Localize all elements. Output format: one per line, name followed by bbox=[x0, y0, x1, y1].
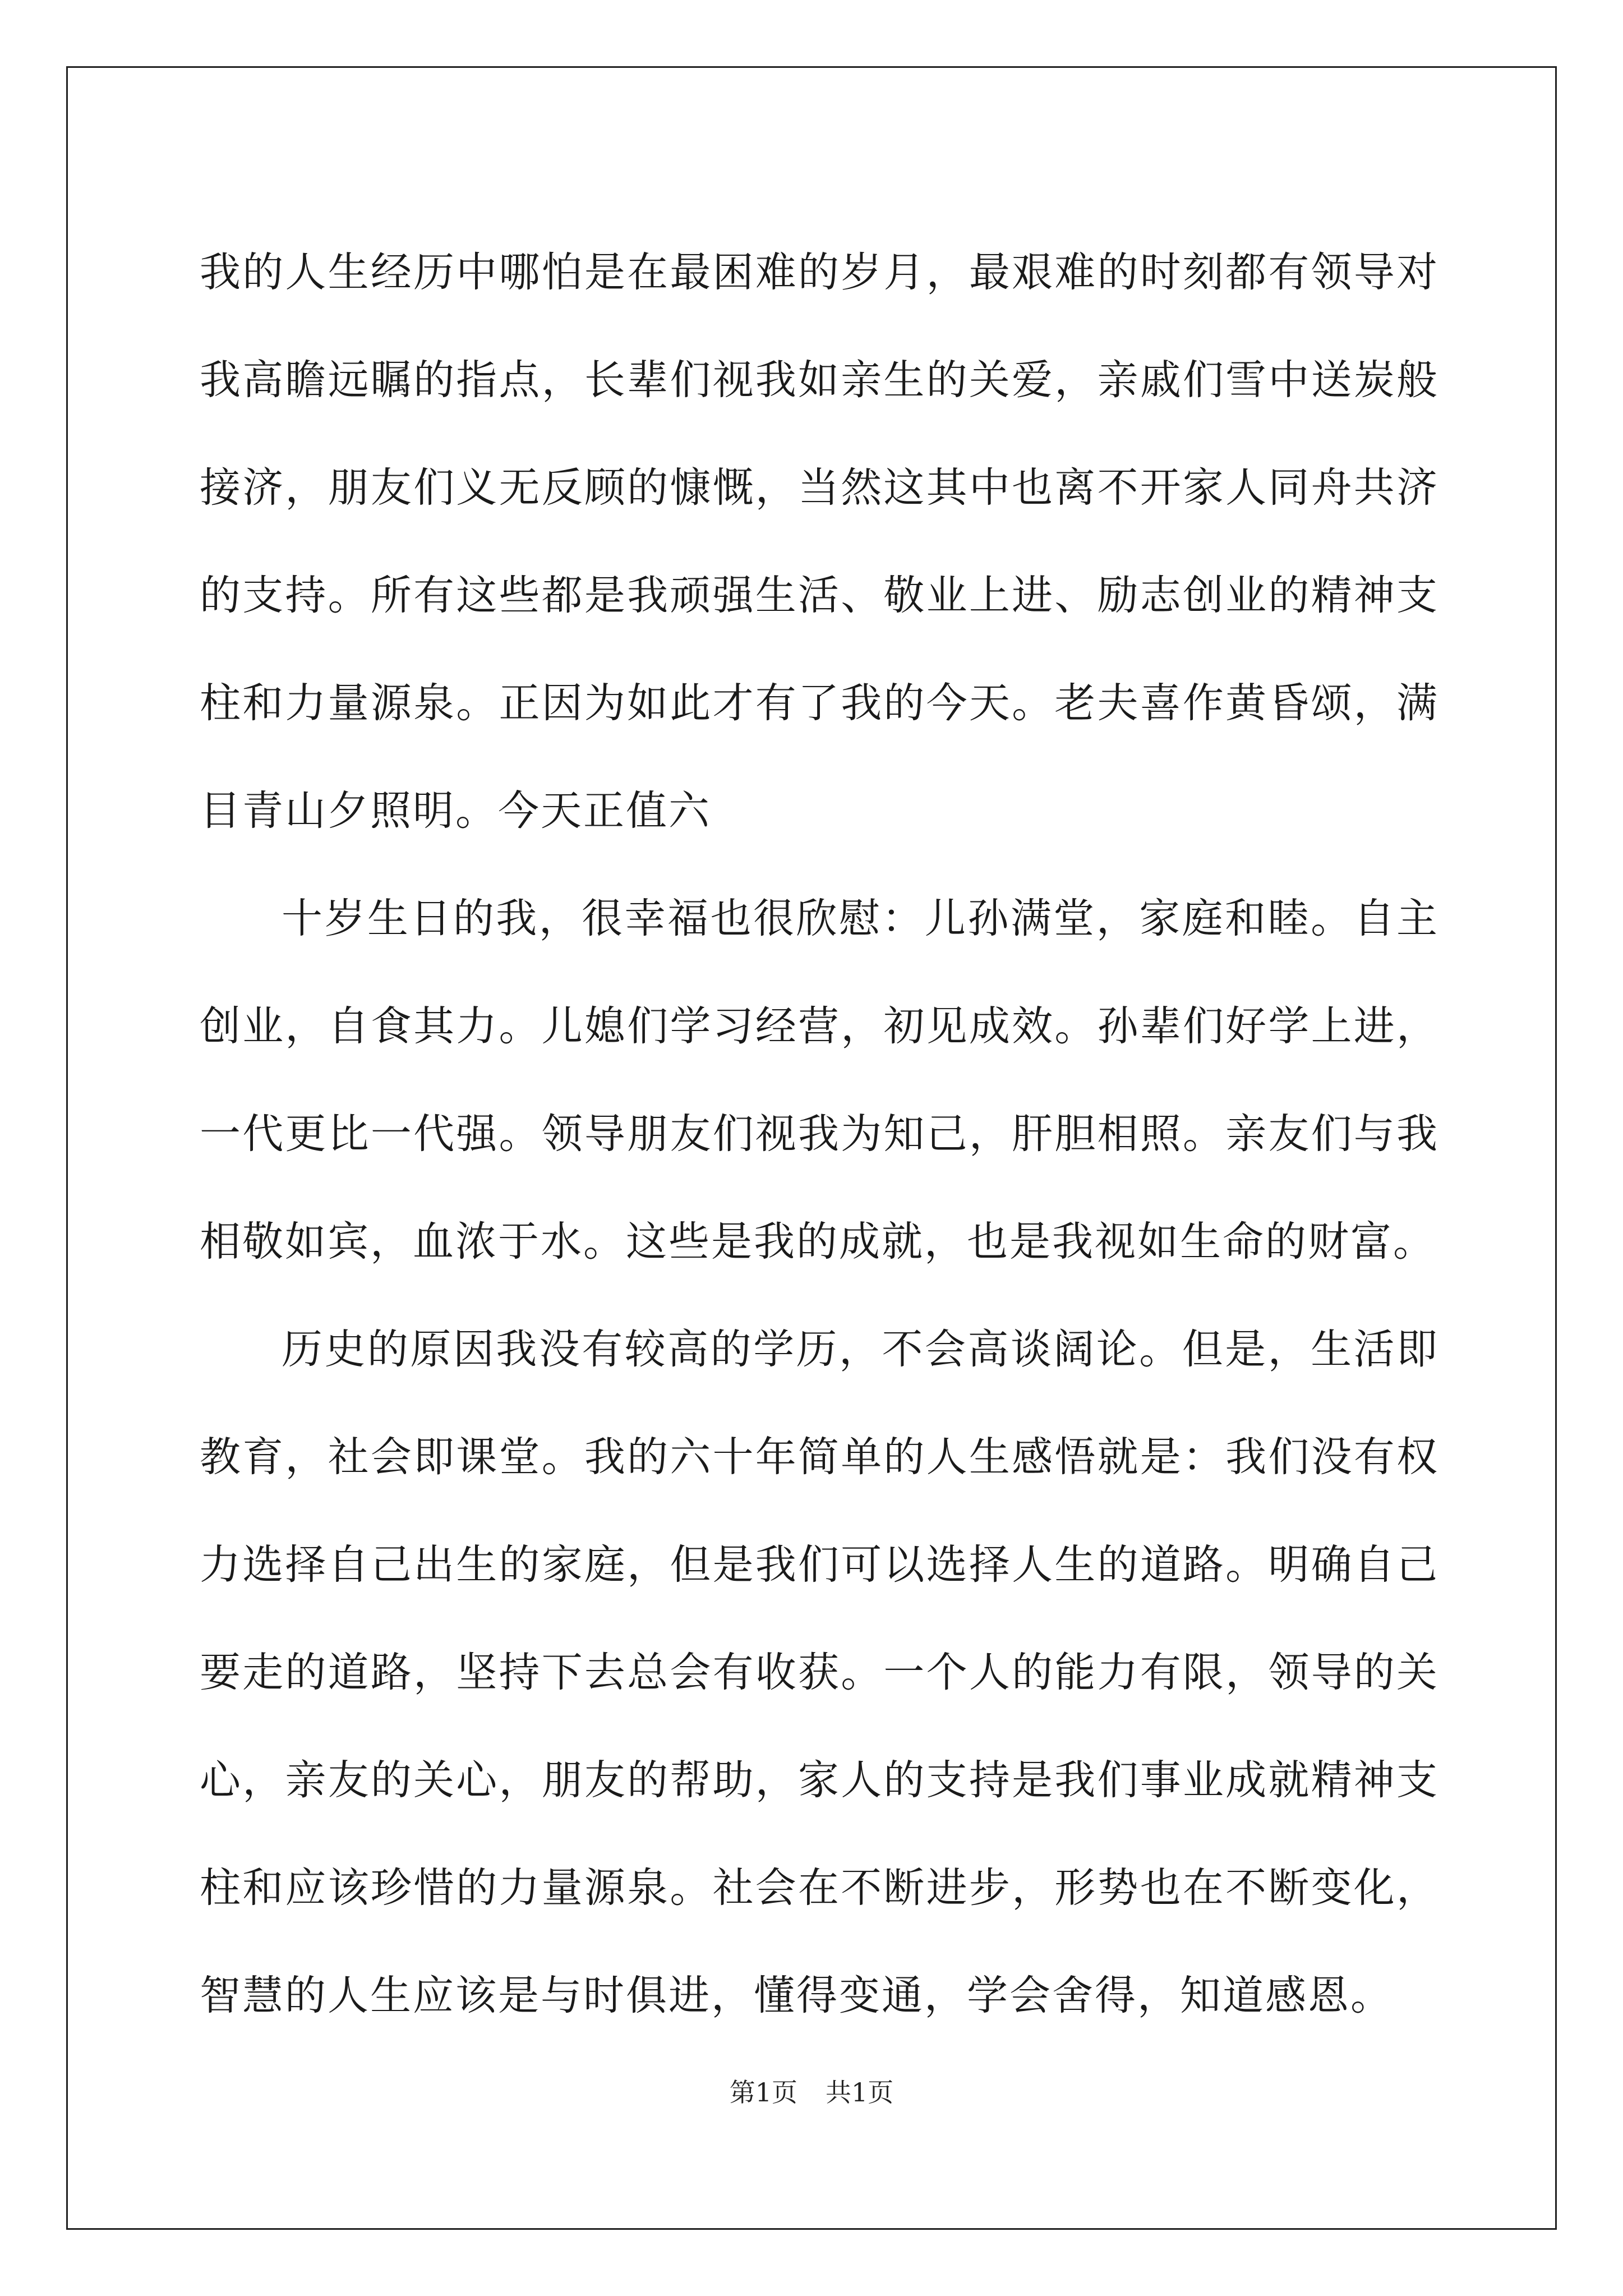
page-number: 第1页 bbox=[729, 2077, 797, 2108]
paragraph-1: 我的人生经历中哪怕是在最困难的岁月，最艰难的时刻都有领导对我高瞻远瞩的指点，长辈们视我如亲生的关爱，亲戚们雪中送炭般接济，朋友们义无反顾的慷慨，当然这其中也离不开家人同舟共济的支持。所有这些都是我顽强生活、敬业上进、励志创业的精神支柱和力量源泉。正因为如此才有了我的今天。老夫喜作黄昏颂，满目青山夕照明。今天正值六 bbox=[200, 249, 1439, 835]
page-footer bbox=[0, 2076, 1623, 2109]
page-total: 共1页 bbox=[826, 2077, 894, 2108]
document-body bbox=[200, 219, 1439, 2050]
paragraph-3: 历史的原因我没有较高的学历，不会高谈阔论。但是，生活即教育，社会即课堂。我的六十年简单的人生感悟就是：我们没有权力选择自己出生的家庭，但是我们可以选择人生的道路。明确自己要走的道路，坚持下去总会有收获。一个人的能力有限，领导的关心，亲友的关心，朋友的帮助，家人的支持是我们事业成就精神支柱和应该珍惜的力量源泉。社会在不断进步，形势也在不断变化，智慧的人生应该是与时俱进，懂得变通，学会舍得，知道感恩。 bbox=[200, 1326, 1439, 2019]
paragraph-2: 十岁生日的我，很幸福也很欣慰：儿孙满堂，家庭和睦。自主创业，自食其力。儿媳们学习经营，初见成效。孙辈们好学上进，一代更比一代强。领导朋友们视我为知己，肝胆相照。亲友们与我相敬如宾，血浓于水。这些是我的成就，也是我视如生命的财富。 bbox=[200, 895, 1439, 1266]
